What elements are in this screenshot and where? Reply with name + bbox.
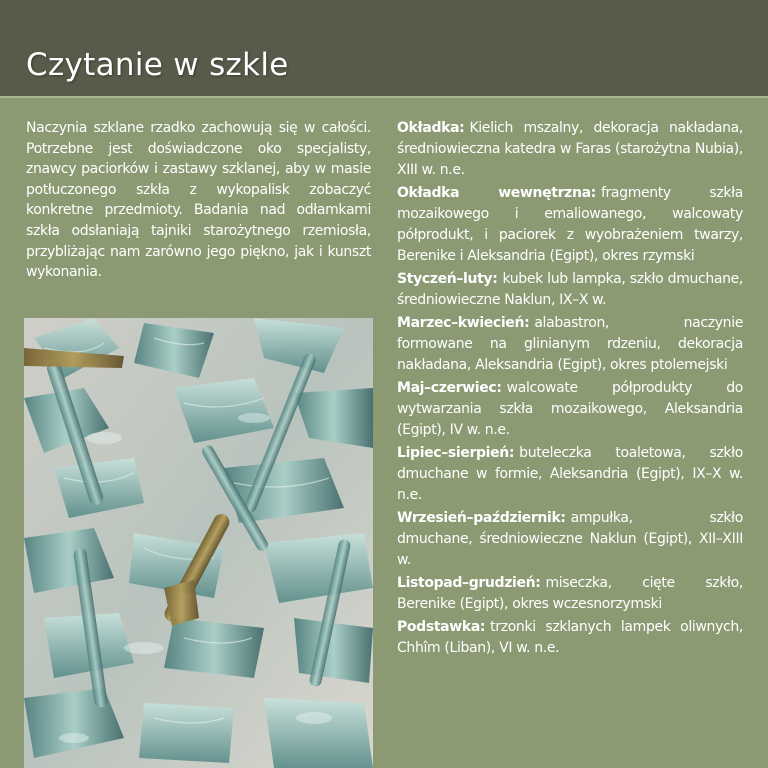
caption-item-mar-apr: [397, 313, 743, 376]
caption-text: Kielich mszalny, dekoracja nakładana, średniowieczna katedra w Faras (starożytna Nubia), XIII w. n.e.: [397, 120, 743, 178]
caption-term: Podstawka:: [397, 619, 486, 635]
caption-text: ampułka, szkło dmuchane, średniowieczne Naklun (Egipt), XII–XIII w.: [397, 510, 743, 568]
header-divider: [0, 96, 768, 98]
caption-list: [397, 118, 743, 661]
caption-text: buteleczka toaletowa, szkło dmuchane w formie, Aleksandria (Egipt), IX–X w. n.e.: [397, 445, 743, 503]
caption-term: Maj–czerwiec:: [397, 380, 502, 396]
intro-paragraph: Naczynia szklane rzadko zachowują się w całości. Potrzebne jest doświadczone oko specjalisty, znawcy paciorków i zastawy szklanej, aby w masie potłuczonego szkła z wykopalisk zobaczyć konkretne przedmioty. Badania nad odłamkami szkła odsłaniają tajniki starożytnego rzemiosła, przybliżając nam zarówno jego piękno, jak i kunszt wykonania.: [26, 120, 371, 281]
caption-text: trzonki szklanych lampek oliwnych, Chhîm (Liban), VI w. n.e.: [397, 619, 743, 656]
page-title: Czytanie w szkle: [26, 47, 289, 83]
caption-text: walcowate półprodukty do wytwarzania szkła mozaikowego, Aleksandria (Egipt), IV w. n.e.: [397, 380, 743, 438]
caption-item-stand: [397, 617, 743, 659]
caption-text: fragmenty szkła mozaikowego i emaliowanego, walcowaty półprodukt, i paciorek z wyobrażeniem twarzy, Berenike i Aleksandria (Egipt), okres rzymski: [397, 185, 743, 264]
caption-text: kubek lub lampka, szkło dmuchane, średniowieczne Naklun, IX–X w.: [397, 271, 743, 308]
photo-illustration: [24, 318, 373, 768]
caption-item-cover: [397, 118, 743, 181]
caption-term: Marzec–kwiecień:: [397, 315, 530, 331]
header-bar: [0, 0, 768, 96]
caption-term: Listopad–grudzień:: [397, 575, 541, 591]
caption-term: Okładka wewnętrzna:: [397, 185, 596, 201]
caption-item-may-jun: [397, 378, 743, 441]
caption-item-nov-dec: [397, 573, 743, 615]
caption-text: miseczka, cięte szkło, Berenike (Egipt), okres wczesnorzymski: [397, 575, 743, 612]
caption-item-sep-oct: [397, 508, 743, 571]
caption-term: Lipiec–sierpień:: [397, 445, 515, 461]
caption-item-jul-aug: [397, 443, 743, 506]
caption-item-jan-feb: [397, 269, 743, 311]
caption-item-inner-cover: [397, 183, 743, 267]
caption-term: Wrzesień–październik:: [397, 510, 566, 526]
caption-term: Okładka:: [397, 120, 465, 136]
caption-term: Styczeń–luty:: [397, 271, 498, 287]
caption-text: alabastron, naczynie formowane na glinianym rdzeniu, dekoracja nakładana, Aleksandria (Egipt), okres ptolemejski: [397, 315, 743, 373]
glass-fragments-photo: [24, 318, 373, 768]
